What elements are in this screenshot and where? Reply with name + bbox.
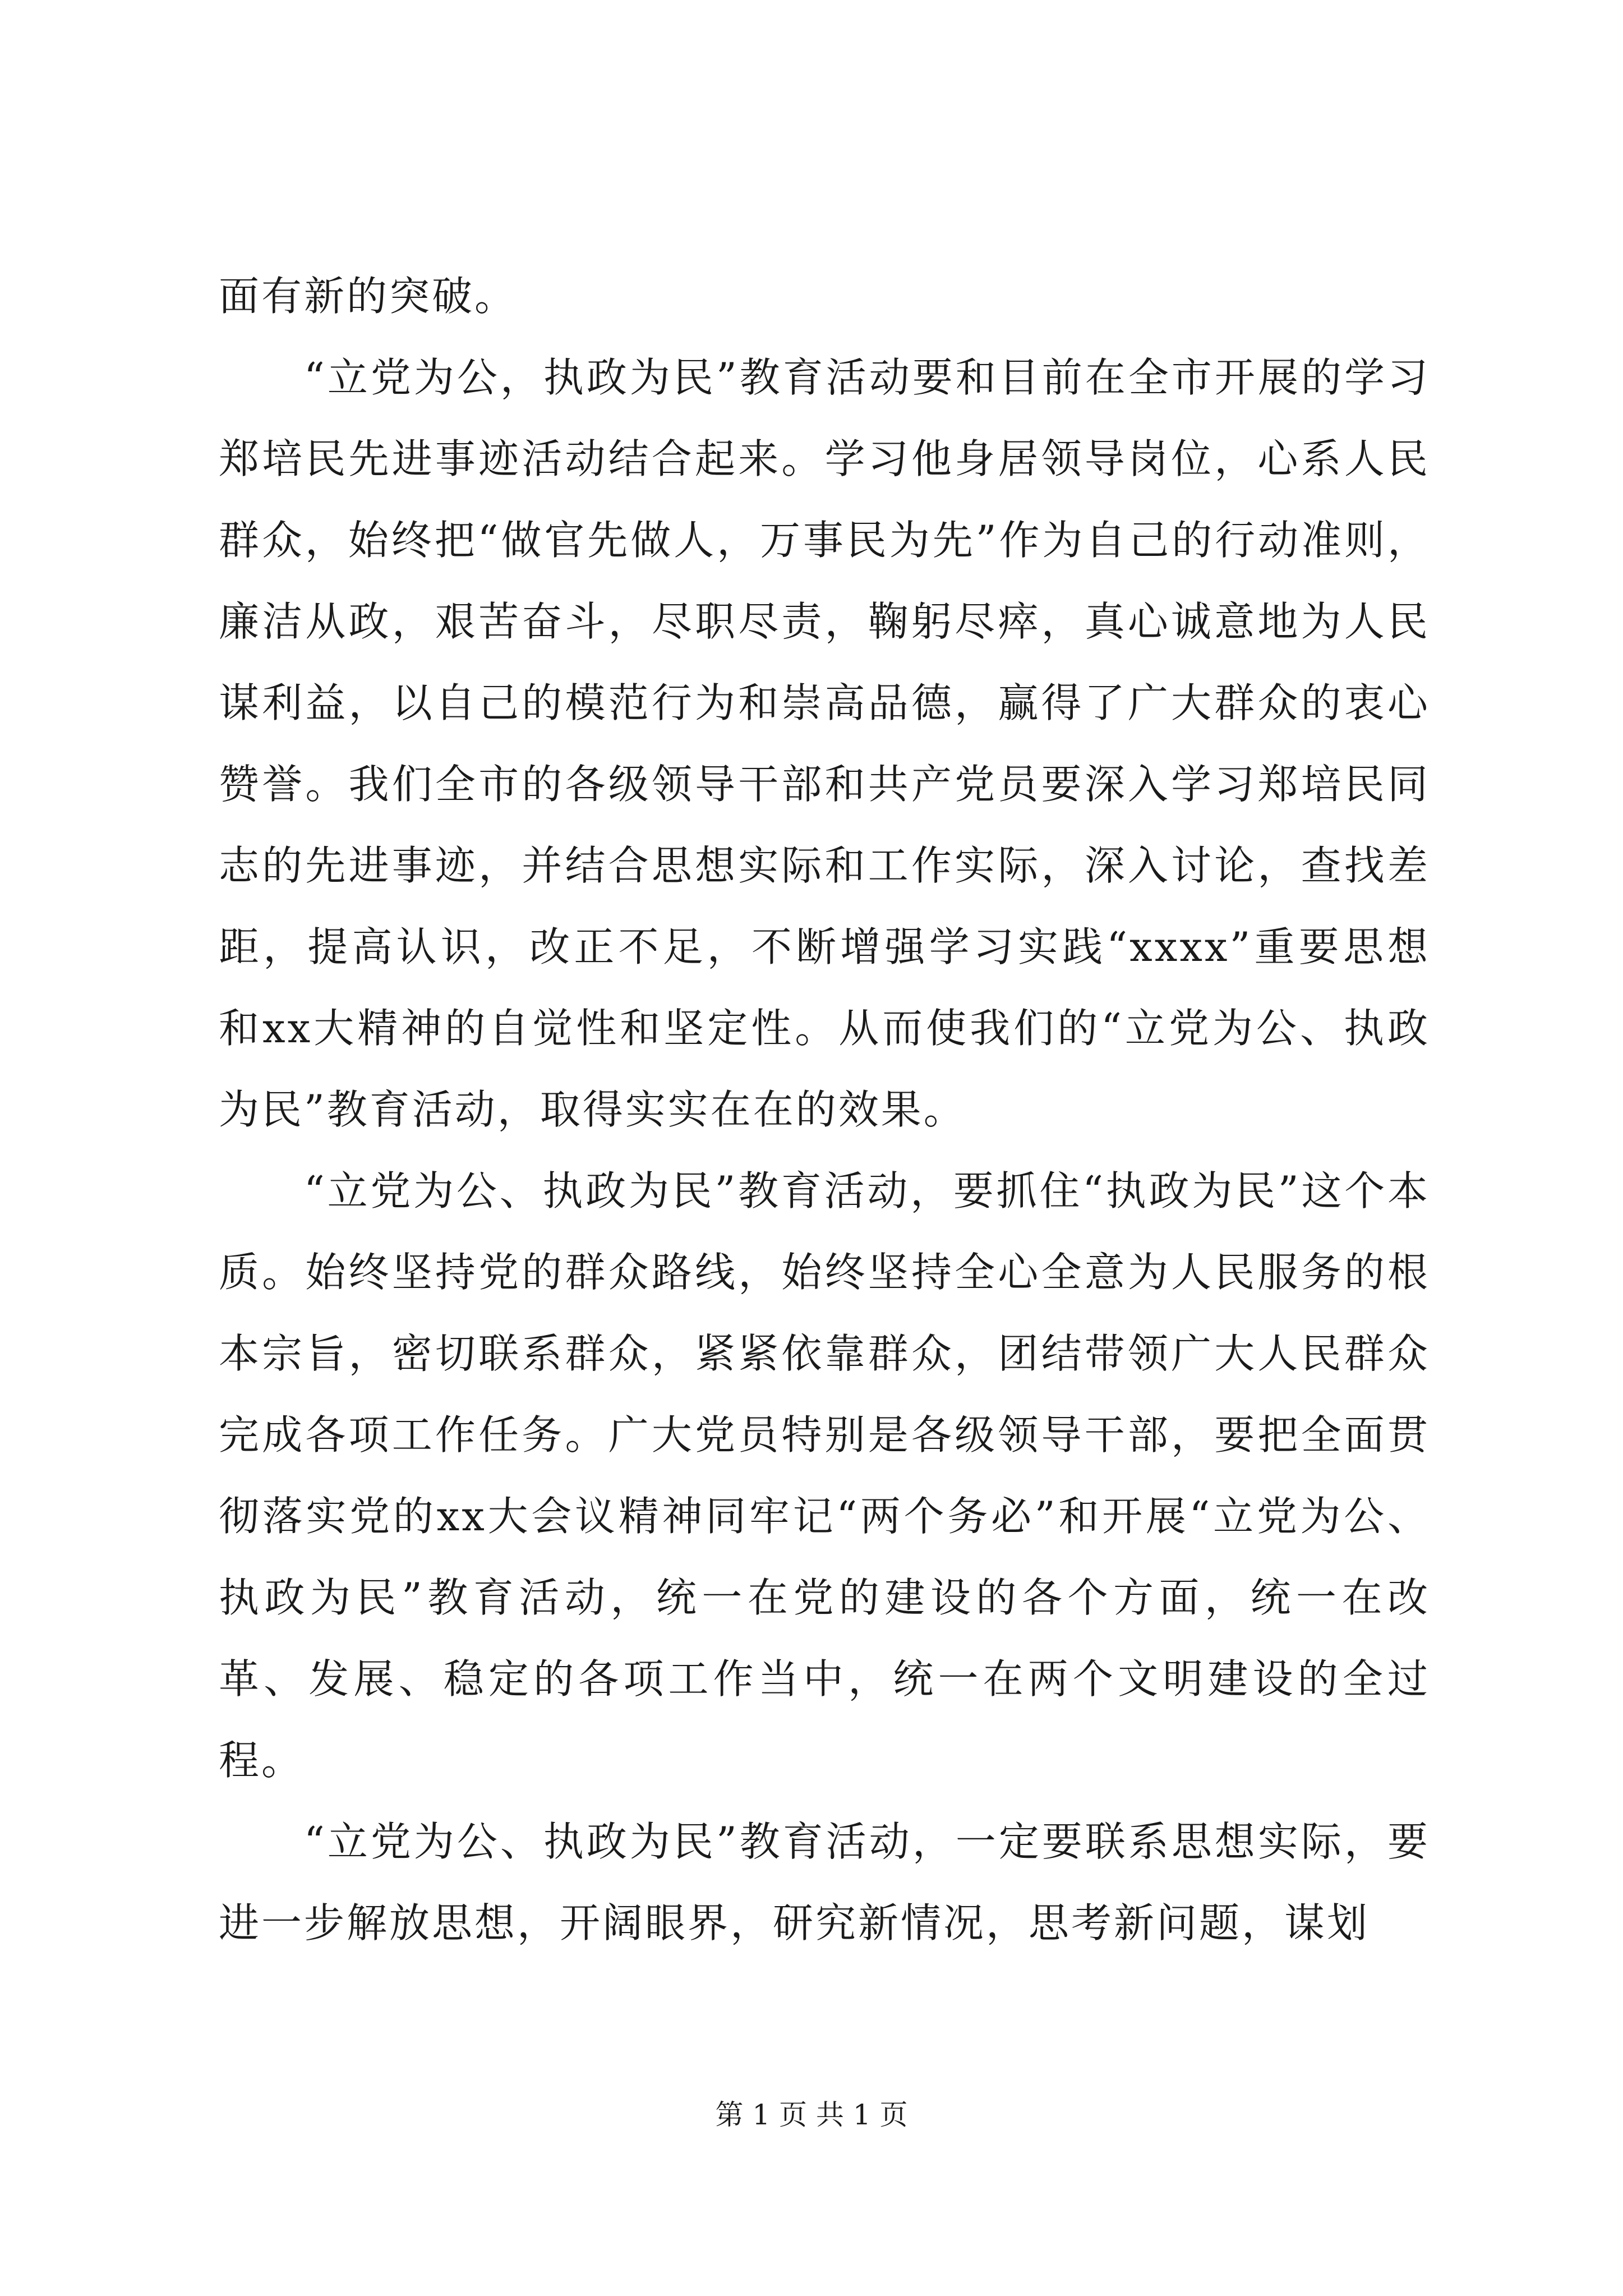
paragraph-study-zheng-peimin: “立党为公，执政为民”教育活动要和目前在全市开展的学习郑培民先进事迹活动结合起来。学习他身居领导岗位，心系人民群众，始终把“做官先做人，万事民为先”作为自己的行动准则，廉洁从政，艰苦奋斗，尽职尽责，鞠躬尽瘁，真心诚意地为人民谋利益，以自己的模范行为和崇高品德，赢得了广大群众的衷心赞誉。我们全市的各级领导干部和共产党员要深入学习郑培民同志的先进事迹，并结合思想实际和工作实际，深入讨论，查找差距，提高认识，改正不足，不断增强学习实践“xxxx”重要思想和xx大精神的自觉性和坚定性。从而使我们的“立党为公、执政为民”教育活动，取得实实在在的效果。 [219,354,1430,1133]
paragraph-connect-thinking: “立党为公、执政为民”教育活动，一定要联系思想实际，要进一步解放思想，开阔眼界，研究新情况，思考新问题，谋划 [219,1818,1430,1947]
paragraph-continuation: 面有新的突破。 [219,273,518,320]
document-body [219,256,1430,1964]
paragraph-govern-for-people: “立党为公、执政为民”教育活动，要抓住“执政为民”这个本质。始终坚持党的群众路线，始终坚持全心全意为人民服务的根本宗旨，密切联系群众，紧紧依靠群众，团结带领广大人民群众完成各项工作任务。广大党员特别是各级领导干部，要把全面贯彻落实党的xx大会议精神同牢记“两个务必”和开展“立党为公、执政为民”教育活动，统一在党的建设的各个方面，统一在改革、发展、稳定的各项工作当中，统一在两个文明建设的全过程。 [219,1167,1430,1784]
page-number-footer: 第 1 页 共 1 页 [715,2099,908,2131]
